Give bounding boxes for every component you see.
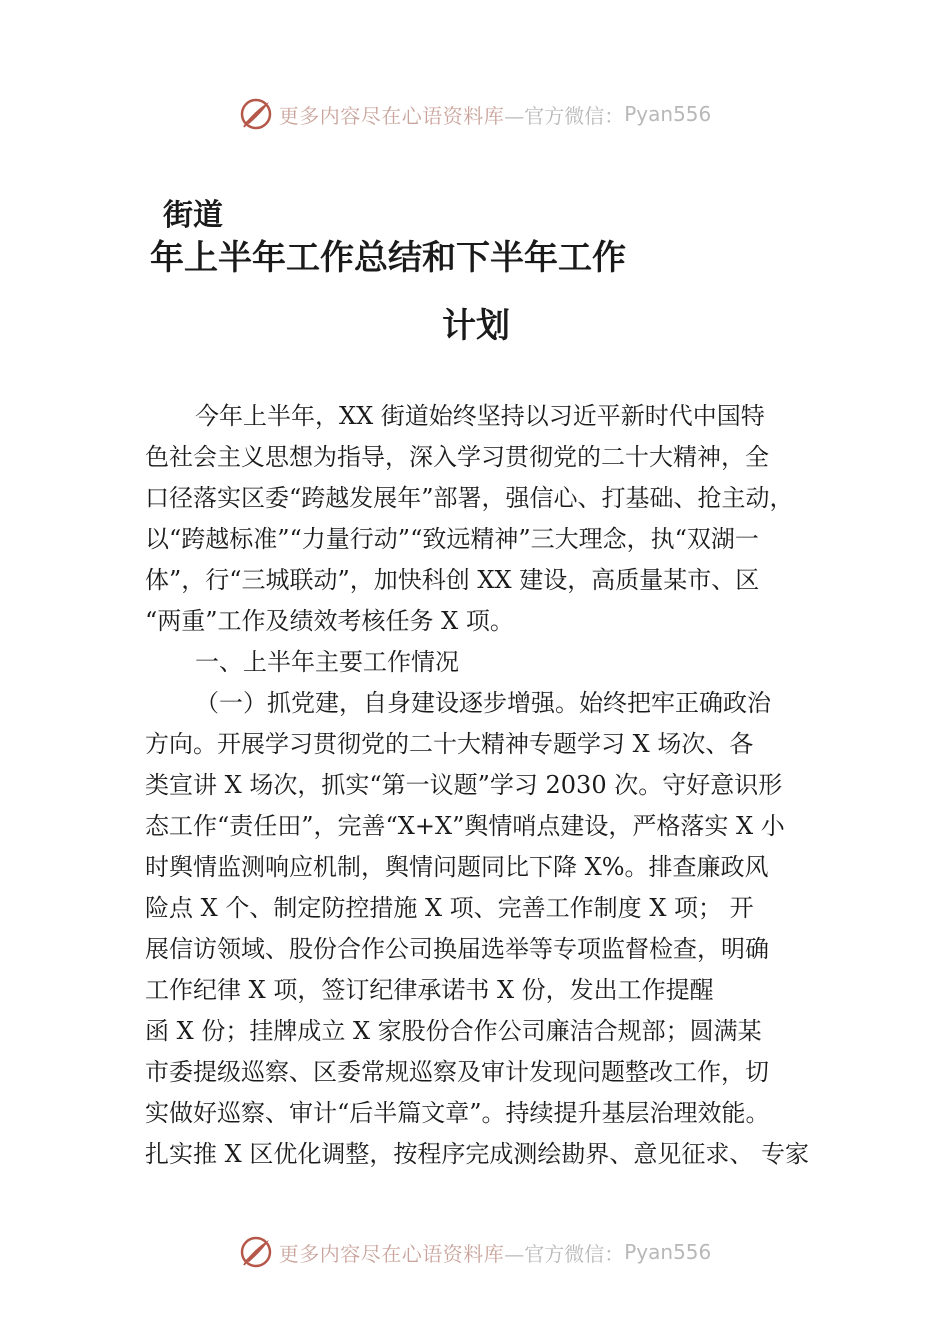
body-line: 方向。开展学习贯彻党的二十大精神专题学习 X 场次、各 — [145, 730, 754, 758]
body-line: 险点 X 个、制定防控措施 X 项、完善工作制度 X 项； 开 — [145, 894, 754, 922]
body-line: 扎实推 X 区优化调整，按程序完成测绘勘界、意见征求、 专家 — [145, 1140, 809, 1168]
watermark-handle: Pyan556 — [624, 1240, 712, 1264]
document-title-line-3 — [0, 298, 950, 347]
body-line: 体”，行“三城联动”，加快科创 XX 建设，高质量某市、区 — [145, 566, 760, 594]
quill-seal-icon — [239, 1235, 273, 1269]
body-line: 工作纪律 X 项，签订纪律承诺书 X 份，发出工作提醒 — [145, 976, 714, 1004]
body-line: 展信访领域、股份合作公司换届选举等专项监督检查，明确 — [145, 935, 769, 963]
document-title-line-1: 街道 — [163, 198, 223, 233]
watermark-text: 更多内容尽在心语资料库 — [278, 1241, 505, 1266]
footer-watermark-banner — [0, 1230, 950, 1274]
body-line: 时舆情监测响应机制，舆情问题同比下降 X%。排查廉政风 — [145, 853, 769, 881]
watermark-separator: —官方微信： — [504, 103, 625, 128]
body-line: 以“跨越标准”“力量行动”“致远精神”三大理念，执“双湖一 — [145, 525, 759, 553]
body-line: 实做好巡察、审计“后半篇文章”。持续提升基层治理效能。 — [145, 1099, 770, 1127]
watermark-separator: —官方微信： — [504, 1241, 625, 1266]
header-watermark-banner — [0, 92, 950, 136]
body-line: 今年上半年，XX 街道始终坚持以习近平新时代中国特 — [195, 402, 765, 430]
body-line: 市委提级巡察、区委常规巡察及审计发现问题整改工作，切 — [145, 1058, 769, 1086]
document-title-line-2: 年上半年工作总结和下半年工作 — [150, 238, 626, 278]
body-line: “两重”工作及绩效考核任务 X 项。 — [145, 607, 514, 635]
document-title-line-3-text: 计划 — [442, 306, 510, 346]
section-heading: 一、上半年主要工作情况 — [195, 648, 459, 676]
subsection-heading: （一）抓党建，自身建设逐步增强。始终把牢正确政治 — [195, 689, 771, 717]
document-body — [145, 396, 815, 1175]
watermark-text: 更多内容尽在心语资料库 — [278, 103, 505, 128]
body-line: 函 X 份；挂牌成立 X 家股份合作公司廉洁合规部；圆满某 — [145, 1017, 762, 1045]
watermark-handle: Pyan556 — [624, 102, 712, 126]
body-line: 类宣讲 X 场次，抓实“第一议题”学习 2030 次。守好意识形 — [145, 771, 783, 799]
body-line: 口径落实区委“跨越发展年”部署，强信心、打基础、抢主动， — [145, 484, 794, 512]
body-line: 色社会主义思想为指导，深入学习贯彻党的二十大精神，全 — [145, 443, 769, 471]
body-line: 态工作“责任田”，完善“X+X”舆情哨点建设，严格落实 X 小 — [145, 812, 785, 840]
quill-seal-icon — [239, 97, 273, 131]
